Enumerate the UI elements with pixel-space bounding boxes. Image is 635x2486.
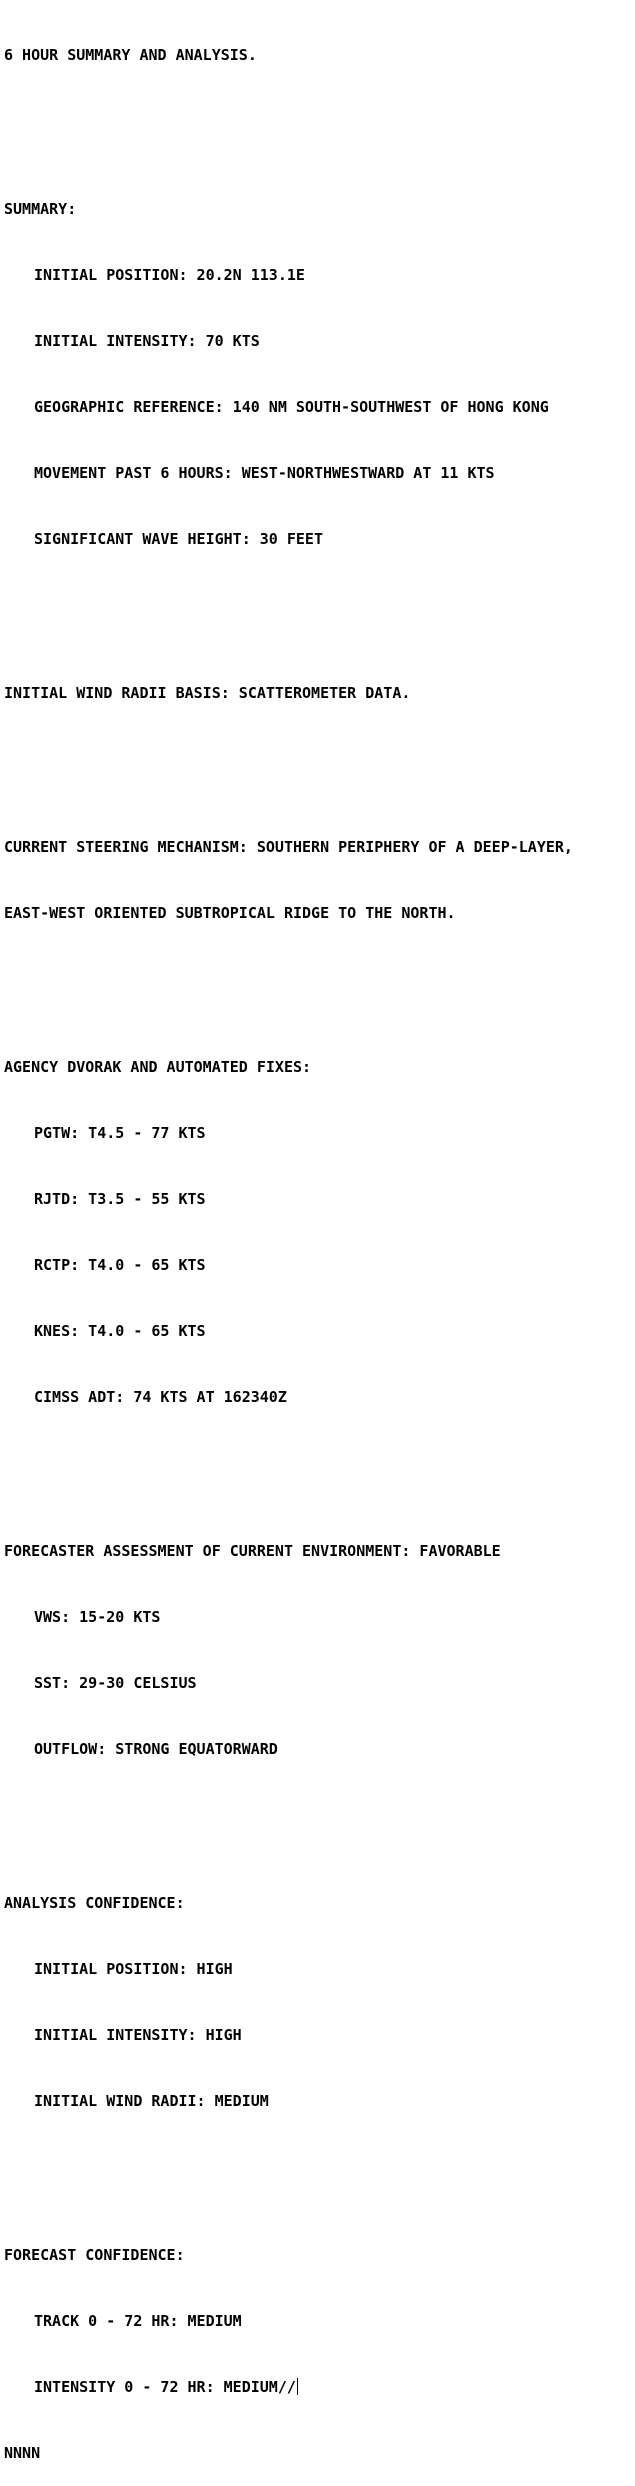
fix-item: CIMSS ADT: 74 KTS AT 162340Z xyxy=(34,1388,287,1406)
summary-movement: MOVEMENT PAST 6 HOURS: WEST-NORTHWESTWARD AT 11 KTS xyxy=(34,464,495,482)
steering-line-2: EAST-WEST ORIENTED SUBTROPICAL RIDGE TO THE NORTH. xyxy=(4,904,456,922)
analysis-confidence-heading: ANALYSIS CONFIDENCE: xyxy=(4,1894,185,1912)
blank-line xyxy=(4,2156,573,2178)
bulletin-title: 6 HOUR SUMMARY AND ANALYSIS. xyxy=(4,46,257,64)
blank-line xyxy=(4,968,573,990)
forecast-confidence-heading: FORECAST CONFIDENCE: xyxy=(4,2246,185,2264)
analysis-confidence-item: INITIAL WIND RADII: MEDIUM xyxy=(34,2092,269,2110)
blank-line xyxy=(4,1804,573,1826)
environment-heading: FORECASTER ASSESSMENT OF CURRENT ENVIRONMENT: FAVORABLE xyxy=(4,1542,501,1560)
forecast-confidence-item: INTENSITY 0 - 72 HR: MEDIUM// xyxy=(34,2378,296,2396)
summary-heading: SUMMARY: xyxy=(4,200,77,218)
end-marker: NNNN xyxy=(4,2444,41,2462)
blank-line xyxy=(4,110,573,132)
steering-line-1: CURRENT STEERING MECHANISM: SOUTHERN PERIPHERY OF A DEEP-LAYER, xyxy=(4,838,573,856)
summary-initial-intensity: INITIAL INTENSITY: 70 KTS xyxy=(34,332,260,350)
environment-item: VWS: 15-20 KTS xyxy=(34,1608,161,1626)
wind-radii-basis: INITIAL WIND RADII BASIS: SCATTEROMETER DATA. xyxy=(4,684,411,702)
blank-line xyxy=(4,1452,573,1474)
summary-wave-height: SIGNIFICANT WAVE HEIGHT: 30 FEET xyxy=(34,530,323,548)
summary-initial-position: INITIAL POSITION: 20.2N 113.1E xyxy=(34,266,305,284)
fix-item: RJTD: T3.5 - 55 KTS xyxy=(34,1190,206,1208)
text-cursor xyxy=(297,2378,298,2395)
fix-item: KNES: T4.0 - 65 KTS xyxy=(34,1322,206,1340)
analysis-confidence-item: INITIAL INTENSITY: HIGH xyxy=(34,2026,242,2044)
fix-item: RCTP: T4.0 - 65 KTS xyxy=(34,1256,206,1274)
summary-geographic-reference: GEOGRAPHIC REFERENCE: 140 NM SOUTH-SOUTHWEST OF HONG KONG xyxy=(34,398,549,416)
blank-line xyxy=(4,748,573,770)
bulletin-document xyxy=(4,0,573,2486)
forecast-confidence-item-with-cursor[interactable] xyxy=(4,2376,573,2398)
blank-line xyxy=(4,594,573,616)
environment-item: SST: 29-30 CELSIUS xyxy=(34,1674,197,1692)
environment-item: OUTFLOW: STRONG EQUATORWARD xyxy=(34,1740,278,1758)
fix-item: PGTW: T4.5 - 77 KTS xyxy=(34,1124,206,1142)
forecast-confidence-item: TRACK 0 - 72 HR: MEDIUM xyxy=(34,2312,242,2330)
fixes-heading: AGENCY DVORAK AND AUTOMATED FIXES: xyxy=(4,1058,312,1076)
analysis-confidence-item: INITIAL POSITION: HIGH xyxy=(34,1960,233,1978)
